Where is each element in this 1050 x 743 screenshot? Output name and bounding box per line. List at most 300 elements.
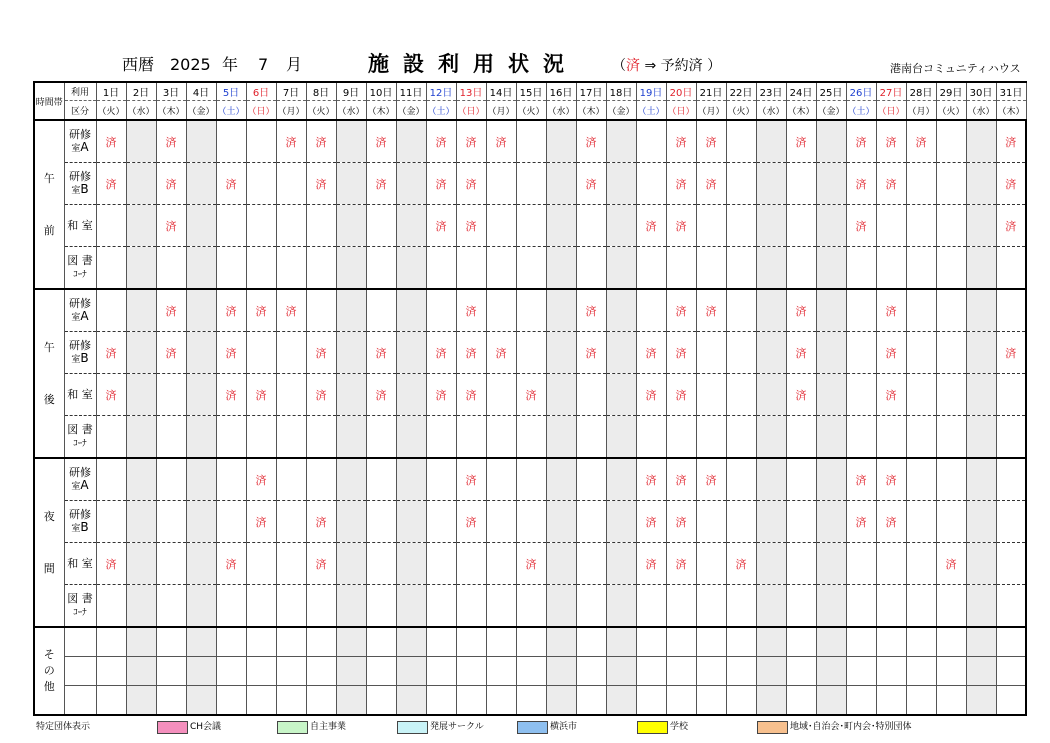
day-cell (366, 686, 396, 716)
day-cell (546, 120, 576, 163)
facility-name-line2 (65, 352, 96, 367)
day-cell (726, 289, 756, 332)
day-cell (606, 163, 636, 205)
day-cell (816, 374, 846, 416)
day-cell (306, 458, 336, 501)
day-cell (696, 501, 726, 543)
day-cell (366, 289, 396, 332)
day-number: 9日 (336, 82, 366, 101)
day-number: 26日 (846, 82, 876, 101)
booked-mark: 済 (426, 120, 456, 163)
day-cell (756, 686, 786, 716)
day-cell (876, 657, 906, 686)
booked-mark: 済 (366, 163, 396, 205)
day-cell (456, 416, 486, 459)
booked-mark: 済 (876, 374, 906, 416)
booked-mark: 済 (456, 501, 486, 543)
note-open: （ (612, 58, 626, 74)
time-period-label: 午 後 (34, 289, 64, 458)
facility-label (64, 501, 96, 543)
day-cell (276, 458, 306, 501)
day-cell (216, 657, 246, 686)
facility-name-suffix: 室 (71, 523, 81, 534)
booked-mark: 済 (246, 289, 276, 332)
day-cell (606, 247, 636, 290)
booked-mark: 済 (156, 120, 186, 163)
day-cell (636, 657, 666, 686)
day-cell (726, 686, 756, 716)
facility-name-suffix: ｺｰﾅ (73, 438, 87, 449)
weekday-label: （火） (726, 101, 756, 121)
day-cell (786, 205, 816, 247)
day-number: 25日 (816, 82, 846, 101)
weekday-label: （火） (936, 101, 966, 121)
day-cell (906, 247, 936, 290)
booked-mark: 済 (636, 332, 666, 374)
day-cell (426, 585, 456, 628)
day-number: 24日 (786, 82, 816, 101)
day-cell (336, 374, 366, 416)
day-cell (546, 458, 576, 501)
day-cell (816, 501, 846, 543)
day-cell (606, 627, 636, 657)
usage-class-header-1: 利用 (64, 82, 96, 101)
day-cell (186, 205, 216, 247)
booked-mark: 済 (216, 332, 246, 374)
day-cell (936, 585, 966, 628)
day-cell (606, 120, 636, 163)
day-cell (126, 627, 156, 657)
day-cell (906, 585, 936, 628)
facility-name-line2 (65, 605, 96, 620)
day-cell (426, 416, 456, 459)
booked-mark: 済 (846, 205, 876, 247)
day-cell (906, 627, 936, 657)
legend-label: 発展サークル (430, 722, 484, 732)
day-cell (876, 627, 906, 657)
weekday-label: （金） (186, 101, 216, 121)
day-cell (756, 163, 786, 205)
day-cell (456, 686, 486, 716)
day-number: 3日 (156, 82, 186, 101)
day-number: 22日 (726, 82, 756, 101)
day-cell (396, 686, 426, 716)
day-cell (936, 289, 966, 332)
booked-mark: 済 (306, 543, 336, 585)
booked-mark: 済 (366, 120, 396, 163)
booked-mark: 済 (846, 458, 876, 501)
facility-row (34, 247, 1026, 290)
weekday-label: （金） (606, 101, 636, 121)
facility-row (34, 205, 1026, 247)
day-number: 21日 (696, 82, 726, 101)
day-cell (906, 205, 936, 247)
booked-mark: 済 (576, 120, 606, 163)
booked-mark: 済 (216, 543, 246, 585)
day-cell (366, 416, 396, 459)
booked-mark: 済 (666, 163, 696, 205)
legend-item (637, 721, 688, 734)
day-cell (486, 247, 516, 290)
day-cell (756, 585, 786, 628)
day-cell (126, 205, 156, 247)
day-cell (606, 501, 636, 543)
day-cell (426, 686, 456, 716)
day-cell (276, 543, 306, 585)
day-cell (576, 205, 606, 247)
booked-mark: 済 (246, 501, 276, 543)
day-cell (996, 458, 1026, 501)
day-cell (816, 289, 846, 332)
day-cell (756, 458, 786, 501)
weekday-label: （金） (396, 101, 426, 121)
day-number: 16日 (546, 82, 576, 101)
day-cell (156, 686, 186, 716)
booked-mark: 済 (936, 543, 966, 585)
day-cell (336, 686, 366, 716)
weekday-label: （木） (366, 101, 396, 121)
day-cell (906, 416, 936, 459)
day-cell (636, 585, 666, 628)
day-cell (156, 627, 186, 657)
day-cell (846, 627, 876, 657)
day-cell (276, 205, 306, 247)
day-cell (936, 686, 966, 716)
booked-mark: 済 (456, 332, 486, 374)
day-cell (456, 627, 486, 657)
day-cell (966, 458, 996, 501)
day-cell (516, 416, 546, 459)
facility-room-letter: B (80, 519, 89, 534)
other-kubun-cell (64, 627, 96, 657)
weekday-label: （木） (576, 101, 606, 121)
facility-name-line1: 和 室 (67, 219, 93, 232)
day-cell (816, 585, 846, 628)
facility-name-line1: 研修 (69, 127, 91, 141)
booked-mark: 済 (156, 163, 186, 205)
day-cell (306, 416, 336, 459)
day-cell (336, 163, 366, 205)
facility-row (34, 332, 1026, 374)
day-cell (396, 501, 426, 543)
day-cell (276, 627, 306, 657)
weekday-label: （月） (696, 101, 726, 121)
facility-label (64, 120, 96, 163)
day-cell (786, 657, 816, 686)
day-cell (726, 501, 756, 543)
day-cell (666, 585, 696, 628)
day-cell (336, 289, 366, 332)
weekday-label: （日） (246, 101, 276, 121)
weekday-label: （月） (276, 101, 306, 121)
day-cell (936, 627, 966, 657)
booked-mark: 済 (246, 458, 276, 501)
weekday-label: （月） (486, 101, 516, 121)
day-cell (786, 458, 816, 501)
day-cell (576, 416, 606, 459)
day-cell (546, 627, 576, 657)
day-cell (306, 627, 336, 657)
day-cell (186, 289, 216, 332)
day-cell (936, 657, 966, 686)
weekday-label: （水） (546, 101, 576, 121)
day-cell (126, 543, 156, 585)
day-cell (96, 657, 126, 686)
day-cell (336, 657, 366, 686)
day-cell (216, 585, 246, 628)
day-cell (216, 247, 246, 290)
day-cell (156, 657, 186, 686)
other-kubun-cell (64, 657, 96, 686)
booked-mark: 済 (426, 374, 456, 416)
day-number: 14日 (486, 82, 516, 101)
day-cell (486, 627, 516, 657)
booked-mark: 済 (456, 163, 486, 205)
day-number: 8日 (306, 82, 336, 101)
day-cell (486, 501, 516, 543)
day-cell (936, 458, 966, 501)
day-cell (306, 686, 336, 716)
day-cell (156, 247, 186, 290)
weekday-label: （土） (216, 101, 246, 121)
facility-name-line2 (65, 521, 96, 536)
day-cell (156, 374, 186, 416)
booked-mark: 済 (456, 205, 486, 247)
month-value: 7 (258, 55, 269, 74)
day-cell (516, 585, 546, 628)
facility-label (64, 205, 96, 247)
day-cell (546, 657, 576, 686)
day-cell (516, 247, 546, 290)
day-cell (126, 289, 156, 332)
day-cell (246, 686, 276, 716)
legend-item (157, 721, 221, 734)
day-cell (816, 458, 846, 501)
day-cell (816, 332, 846, 374)
day-cell (336, 585, 366, 628)
booked-mark: 済 (846, 120, 876, 163)
note-text: ⇒ 予約済 ） (640, 58, 722, 74)
day-cell (966, 332, 996, 374)
day-cell (936, 120, 966, 163)
facility-row (34, 120, 1026, 163)
day-cell (666, 657, 696, 686)
weekday-row (34, 101, 1026, 121)
day-cell (486, 585, 516, 628)
day-cell (246, 163, 276, 205)
facility-label (64, 163, 96, 205)
legend-title: 特定団体表示 (36, 722, 91, 732)
day-cell (186, 458, 216, 501)
day-cell (456, 247, 486, 290)
day-cell (636, 289, 666, 332)
day-cell (396, 247, 426, 290)
day-cell (426, 627, 456, 657)
booked-mark: 済 (576, 289, 606, 332)
day-cell (186, 120, 216, 163)
day-cell (96, 458, 126, 501)
day-cell (456, 543, 486, 585)
booked-mark: 済 (636, 374, 666, 416)
booked-mark: 済 (456, 374, 486, 416)
day-cell (216, 686, 246, 716)
day-cell (486, 686, 516, 716)
day-cell (216, 205, 246, 247)
day-cell (636, 416, 666, 459)
day-cell (516, 458, 546, 501)
time-band-header: 時間帯 (34, 82, 64, 120)
booked-mark: 済 (786, 120, 816, 163)
day-cell (186, 585, 216, 628)
day-cell (996, 627, 1026, 657)
day-cell (876, 205, 906, 247)
day-cell (666, 247, 696, 290)
day-cell (96, 416, 126, 459)
day-cell (696, 657, 726, 686)
day-number: 30日 (966, 82, 996, 101)
booked-mark: 済 (156, 332, 186, 374)
day-cell (156, 501, 186, 543)
facility-label (64, 416, 96, 459)
booked-mark: 済 (636, 458, 666, 501)
day-cell (756, 374, 786, 416)
day-cell (756, 120, 786, 163)
day-cell (246, 205, 276, 247)
day-cell (906, 289, 936, 332)
day-cell (726, 627, 756, 657)
booked-mark: 済 (996, 332, 1026, 374)
booked-mark: 済 (786, 289, 816, 332)
day-cell (126, 458, 156, 501)
day-cell (126, 374, 156, 416)
day-cell (816, 686, 846, 716)
booked-mark: 済 (306, 163, 336, 205)
other-row (34, 627, 1026, 657)
facility-row (34, 501, 1026, 543)
day-cell (96, 627, 126, 657)
facility-name-line1: 研修 (69, 338, 91, 352)
booked-mark: 済 (366, 374, 396, 416)
day-cell (396, 374, 426, 416)
booked-mark: 済 (876, 332, 906, 374)
day-cell (786, 501, 816, 543)
day-cell (276, 332, 306, 374)
day-cell (966, 163, 996, 205)
day-cell (126, 247, 156, 290)
day-cell (846, 686, 876, 716)
day-cell (126, 163, 156, 205)
day-cell (216, 416, 246, 459)
booked-mark: 済 (696, 163, 726, 205)
booked-mark: 済 (996, 205, 1026, 247)
booked-mark: 済 (156, 205, 186, 247)
day-cell (966, 374, 996, 416)
day-cell (186, 543, 216, 585)
weekday-label: （土） (846, 101, 876, 121)
day-cell (696, 543, 726, 585)
day-cell (726, 458, 756, 501)
day-cell (996, 543, 1026, 585)
day-cell (396, 163, 426, 205)
booked-mark: 済 (666, 205, 696, 247)
day-cell (966, 543, 996, 585)
day-cell (906, 543, 936, 585)
day-number: 7日 (276, 82, 306, 101)
day-cell (186, 163, 216, 205)
day-number: 1日 (96, 82, 126, 101)
facility-name-line1: 研修 (69, 169, 91, 183)
day-cell (666, 686, 696, 716)
day-cell (726, 657, 756, 686)
facility-room-letter: A (80, 139, 89, 154)
day-cell (576, 374, 606, 416)
day-cell (486, 289, 516, 332)
day-cell (186, 247, 216, 290)
day-cell (486, 458, 516, 501)
day-cell (396, 205, 426, 247)
day-cell (216, 120, 246, 163)
facility-row (34, 416, 1026, 459)
day-cell (636, 120, 666, 163)
day-cell (336, 543, 366, 585)
booked-mark: 済 (276, 120, 306, 163)
booked-mark: 済 (666, 289, 696, 332)
day-cell (336, 627, 366, 657)
day-cell (546, 332, 576, 374)
legend-swatch (397, 721, 428, 734)
facility-name-line1: 研修 (69, 296, 91, 310)
day-cell (96, 205, 126, 247)
day-cell (666, 416, 696, 459)
day-cell (996, 289, 1026, 332)
day-cell (756, 416, 786, 459)
facility-room-letter: B (80, 181, 89, 196)
day-cell (696, 247, 726, 290)
day-cell (966, 501, 996, 543)
era-label: 西暦 (122, 55, 155, 74)
day-cell (546, 686, 576, 716)
day-cell (546, 205, 576, 247)
weekday-label: （木） (156, 101, 186, 121)
day-cell (366, 247, 396, 290)
facility-room-letter: A (80, 308, 89, 323)
day-cell (216, 458, 246, 501)
booked-mark: 済 (306, 374, 336, 416)
day-cell (726, 247, 756, 290)
weekday-label: （金） (816, 101, 846, 121)
day-number: 23日 (756, 82, 786, 101)
day-cell (756, 205, 786, 247)
legend-item (757, 721, 912, 734)
legend-item (517, 721, 577, 734)
day-cell (516, 120, 546, 163)
day-number-row (34, 82, 1026, 101)
day-cell (846, 416, 876, 459)
day-cell (516, 501, 546, 543)
booked-mark: 済 (906, 120, 936, 163)
facility-row (34, 543, 1026, 585)
day-cell (366, 627, 396, 657)
day-cell (186, 657, 216, 686)
day-cell (516, 686, 546, 716)
legend-label: CH会議 (190, 722, 222, 732)
day-cell (516, 163, 546, 205)
weekday-label: （木） (786, 101, 816, 121)
booked-mark: 済 (846, 163, 876, 205)
booked-mark: 済 (696, 120, 726, 163)
legend-label: 学校 (670, 722, 689, 732)
day-cell (96, 247, 126, 290)
